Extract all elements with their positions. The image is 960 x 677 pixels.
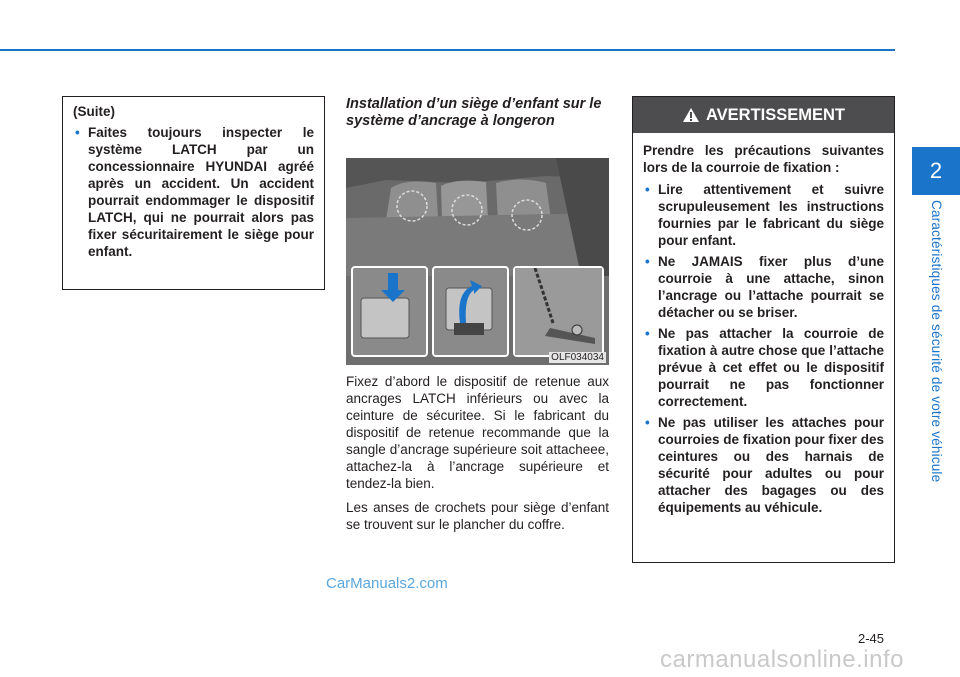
continued-notice-box — [62, 96, 325, 290]
detail-panel-2 — [432, 266, 509, 357]
site-watermark-link[interactable]: CarManuals2.com — [326, 575, 448, 592]
warning-intro: Prendre les précautions suivantes lors de la courroie de fixation : — [643, 143, 884, 175]
list-item — [643, 253, 884, 321]
bullet-icon: • — [645, 254, 650, 269]
figure-code: OLF034034 — [551, 352, 604, 363]
continued-label: (Suite) — [73, 104, 115, 119]
section-title: Caractéristiques de sécurité de votre véhicule — [929, 200, 944, 483]
section-number: 2 — [929, 158, 943, 183]
detail-panel-1 — [351, 266, 428, 357]
paragraph: Les anses de crochets pour siège d’enfant se trouvent sur le plancher du coffre. — [346, 500, 609, 532]
anchor-cover-icon — [353, 268, 426, 355]
bullet-text: Ne pas utiliser les attaches pour courroies de fixation pour fixer des ceintures ou des harnais de sécurité pour adultes ou pour attacher des bagages ou des équipements au véhicule. — [658, 415, 884, 515]
list-item — [643, 414, 884, 516]
bullet-text: Faites toujours inspecter le système LATCH par un concessionnaire HYUNDAI agréé après un accident. Un accident pourrait endommager le dispositif LATCH, qui ne pourrait alors pas fixer sécuritairement le siège pour enfant. — [88, 125, 314, 259]
bullet-text: Ne pas attacher la courroie de fixation à autre chose que l’attache prévue à cet effet ou le dispositif pourrait ne pas fonctionner correctement. — [658, 326, 884, 409]
bullet-text: Lire attentivement et suivre scrupuleusement les instructions fournies par le fabricant du siège pour enfant. — [658, 182, 884, 248]
list-item — [643, 181, 884, 249]
bullet-icon: • — [645, 326, 650, 341]
rear-seat-illustration — [346, 158, 609, 276]
section-title-vertical — [930, 200, 944, 500]
detail-panel-3 — [513, 266, 604, 357]
list-item — [643, 325, 884, 410]
paragraph: Fixez d’abord le dispositif de retenue aux ancrages LATCH inférieurs ou avec la ceinture de sécuritee. Si le fabricant du dispositif de retenue recommande que la sangle d’ancrage supérieure soit attacheee, attachez-la à l’ancrage supérieure et tendez-la bien. — [346, 374, 609, 491]
list-item — [73, 124, 314, 260]
warning-triangle-icon — [682, 107, 700, 123]
header-rule — [0, 49, 895, 51]
bullet-icon: • — [645, 182, 650, 197]
section-tab[interactable] — [912, 147, 960, 195]
bullet-icon: • — [75, 125, 80, 140]
bullet-icon: • — [645, 415, 650, 430]
section-heading: Installation d’un siège d’enfant sur le système d’ancrage à longeron — [346, 96, 602, 129]
bullet-text: Ne JAMAIS fixer plus d’une courroie à une attache, sinon l’ancrage ou l’attache pourrait se détacher ou se briser. — [658, 254, 884, 320]
tether-hook-icon — [515, 268, 602, 355]
warning-box — [632, 96, 895, 563]
anchor-illustration — [346, 158, 609, 365]
page-number: 2-45 — [858, 631, 885, 646]
warning-title: AVERTISSEMENT — [705, 105, 846, 124]
footer-watermark: carmanualsonline.info — [660, 646, 904, 673]
warning-header — [633, 97, 894, 133]
body-text — [346, 373, 609, 540]
anchor-open-icon — [434, 268, 507, 355]
